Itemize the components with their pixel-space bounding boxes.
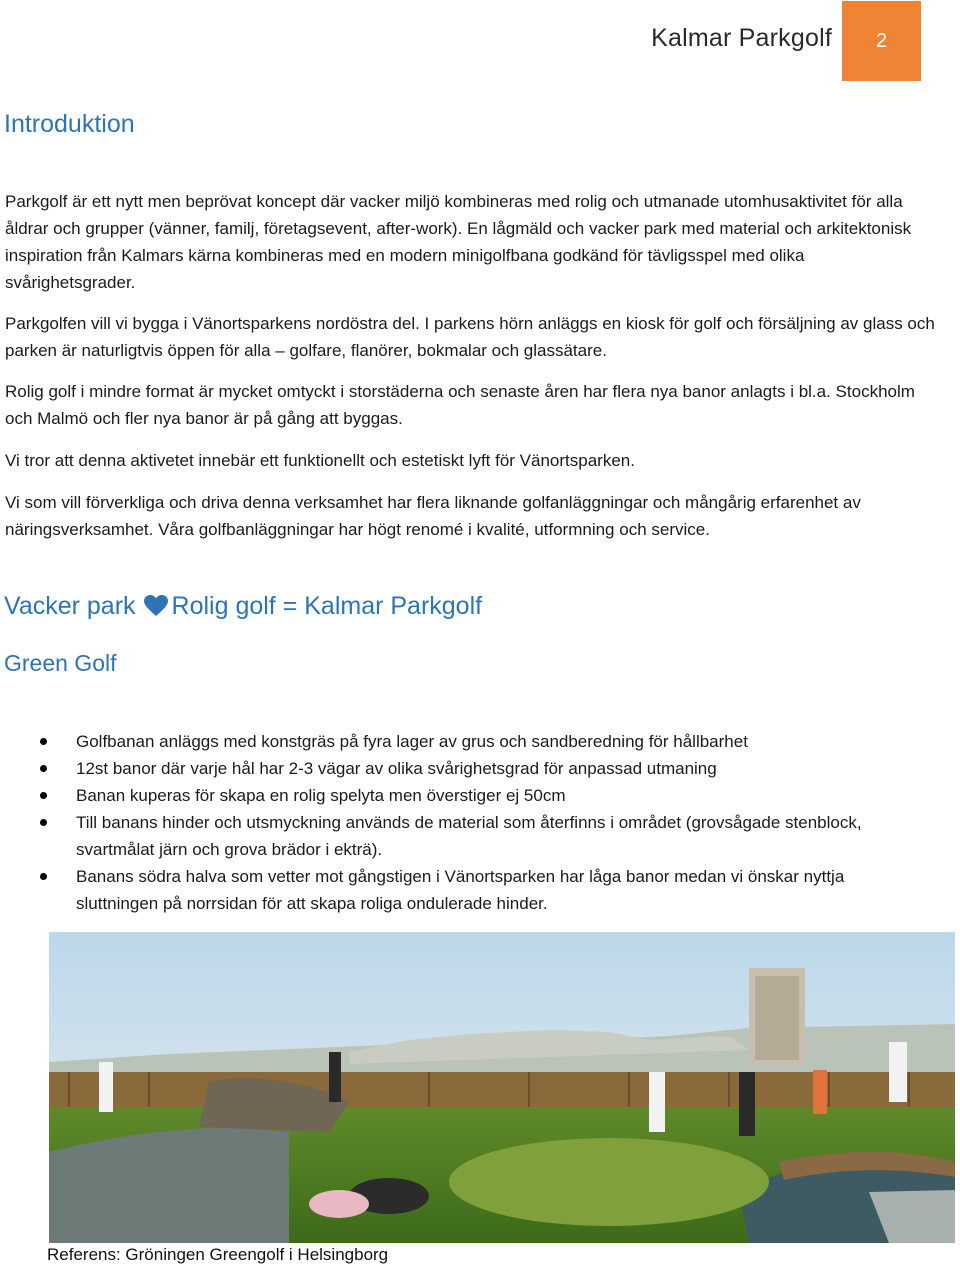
bullet-icon bbox=[40, 792, 47, 799]
bullet-icon bbox=[40, 738, 47, 745]
intro-paragraph-5: Vi som vill förverkliga och driva denna verksamhet har flera liknande golfanläggningar och mångårig erfarenhet av näringsverksamhet. Våra golfbanläggningar har högt renomé i kvalité, utformning och service. bbox=[5, 493, 861, 539]
bullet-icon bbox=[40, 819, 47, 826]
list-item: Banans södra halva som vetter mot gångstigen i Vänortsparken har låga banor medan vi önskar nyttja sluttningen på norrsidan för att skapa roliga ondulerade hinder. bbox=[40, 863, 920, 917]
intro-paragraph-4: Vi tror att denna aktivetet innebär ett funktionellt och estetiskt lyft för Vänortsparken. bbox=[5, 451, 635, 470]
bullet-icon bbox=[40, 765, 47, 772]
section-heading-introduktion: Introduktion bbox=[4, 110, 135, 138]
tagline-heading bbox=[4, 592, 482, 624]
intro-paragraph-2: Parkgolfen vill vi bygga i Vänortsparkens nordöstra del. I parkens hörn anläggs en kiosk för golf och försäljning av glass och parken är naturligtvis öppen för alla – golfare, flanörer, bokmalar och glassätare. bbox=[5, 314, 935, 360]
page-number-badge: 2 bbox=[842, 1, 921, 81]
intro-paragraph-3: Rolig golf i mindre format är mycket omtyckt i storstäderna och senaste åren har flera nya banor anlagts i bl.a. Stockholm och Malmö och fler nya banor är på gång att byggas. bbox=[5, 382, 915, 428]
feature-list bbox=[40, 728, 920, 917]
header-title: Kalmar Parkgolf bbox=[651, 24, 832, 52]
intro-paragraph-1: Parkgolf är ett nytt men beprövat koncept där vacker miljö kombineras med rolig och utmanade utomhusaktivitet för alla åldrar och grupper (vänner, familj, företagsevent, after-work). En lågmäld och vacker park med material och arkitektonisk inspiration från Kalmars kärna kombineras med en modern minigolfbana godkänd för tävligsspel med olika svårighetsgrader. bbox=[5, 192, 912, 292]
minigolf-photo bbox=[49, 932, 955, 1243]
tagline-left: Vacker park bbox=[4, 592, 136, 620]
heart-icon bbox=[144, 595, 168, 624]
list-item: 12st banor där varje hål har 2-3 vägar av olika svårighetsgrad för anpassad utmaning bbox=[40, 755, 920, 782]
tagline-right: Rolig golf = Kalmar Parkgolf bbox=[171, 592, 483, 620]
section-heading-green-golf: Green Golf bbox=[4, 650, 117, 676]
list-item: Till banans hinder och utsmyckning används de material som återfinns i området (grovsågade stenblock, svartmålat järn och grova brädor i ekträ). bbox=[40, 809, 920, 863]
bullet-icon bbox=[40, 873, 47, 880]
photo-caption: Referens: Gröningen Greengolf i Helsingborg bbox=[47, 1245, 389, 1264]
list-item: Banan kuperas för skapa en rolig spelyta men överstiger ej 50cm bbox=[40, 782, 920, 809]
list-item: Golfbanan anläggs med konstgräs på fyra lager av grus och sandberedning för hållbarhet bbox=[40, 728, 920, 755]
